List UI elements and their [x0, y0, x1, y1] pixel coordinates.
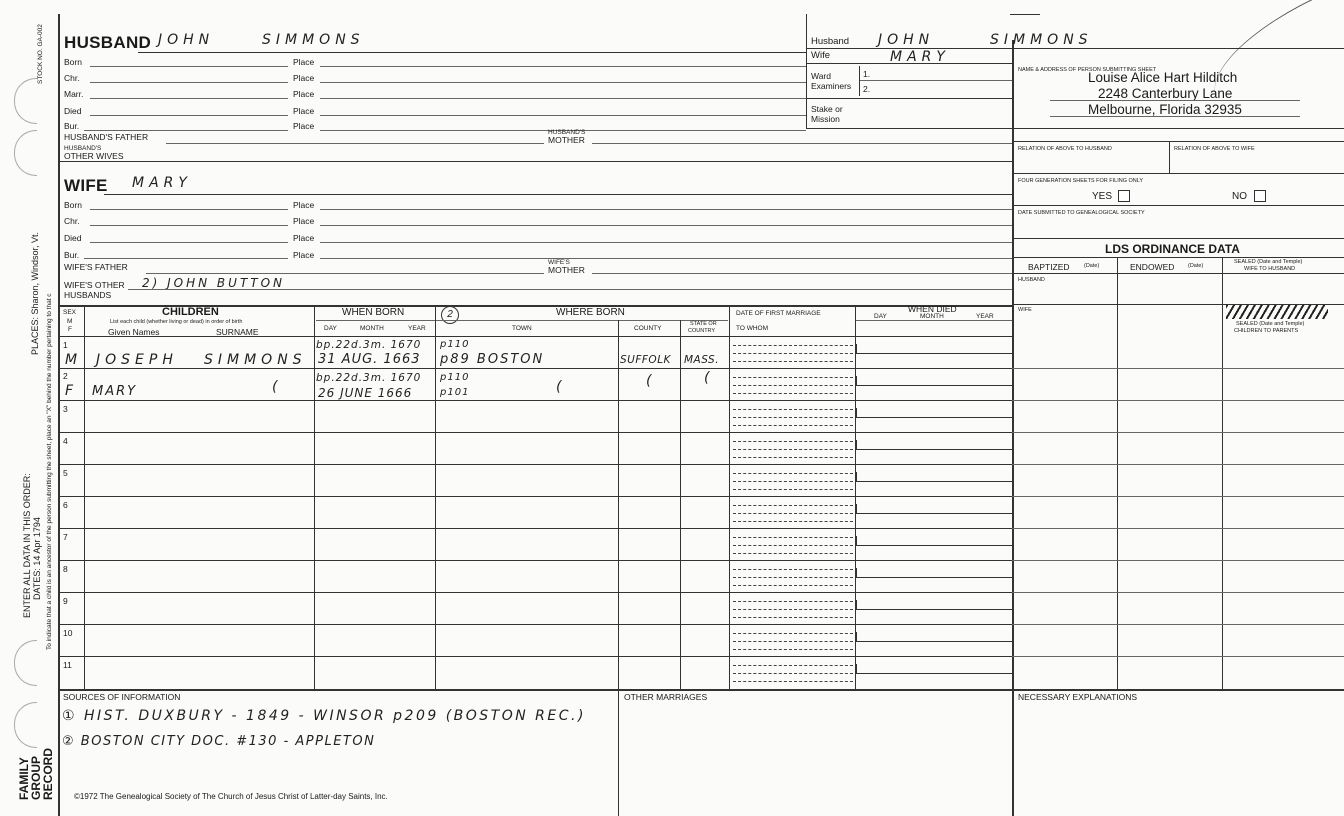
sealed-children-label-2: CHILDREN TO PARENTS	[1234, 328, 1299, 334]
marriage-dash-line	[733, 673, 853, 674]
child-row-separator	[58, 560, 1012, 561]
sources-label: SOURCES OF INFORMATION	[63, 692, 181, 702]
husband-marr-place-label: Place	[293, 89, 315, 99]
died-date-tick	[856, 408, 857, 417]
lds-row-separator	[1012, 560, 1344, 561]
child-row-separator	[58, 496, 1012, 497]
born-year-label: YEAR	[408, 325, 426, 332]
examiner-2: 2.	[863, 84, 871, 94]
wife-bur-place-line	[320, 258, 1012, 259]
no-label: NO	[1232, 191, 1247, 202]
state-label-1: STATE OR	[690, 321, 717, 327]
husband-died-label: Died	[64, 106, 82, 116]
wife-father-label: WIFE'S FATHER	[64, 262, 128, 272]
form-title-record: RECORD	[41, 747, 55, 800]
col-county	[618, 320, 619, 689]
died-month-label: MONTH	[920, 313, 944, 320]
sex-m-label: M	[67, 318, 73, 325]
wife-died-place-label: Place	[293, 233, 315, 243]
husband-bur-place-label: Place	[293, 121, 315, 131]
husband-born-label: Born	[64, 57, 82, 67]
husband-label: HUSBAND	[64, 33, 152, 52]
row-2-number: 2	[63, 371, 68, 381]
lds-row-separator	[1012, 368, 1344, 369]
row-2-surname: (	[272, 379, 283, 395]
header-wife-name: MARY	[890, 49, 950, 65]
marriage-dash-line	[733, 545, 853, 546]
children-header-bottom	[58, 336, 1012, 337]
endowed-label: ENDOWED	[1130, 262, 1175, 272]
husband-died-line	[90, 115, 288, 116]
header-husband-label: Husband	[811, 36, 850, 47]
given-names-label: Given Names	[108, 327, 160, 337]
row-3-number: 3	[63, 404, 68, 414]
marriage-dash-line	[733, 345, 853, 346]
lds-row-separator	[1012, 464, 1344, 465]
lds-wife-label: WIFE	[1018, 307, 1032, 313]
submitter-city: Melbourne, Florida 32935	[1088, 102, 1242, 117]
data-order-instruction: ENTER ALL DATA IN THIS ORDER:	[22, 473, 32, 618]
row-2-page-top: p110	[440, 372, 470, 383]
mission-label: Mission	[811, 114, 840, 124]
husband-bur-line	[84, 130, 288, 131]
other-marriages-label: OTHER MARRIAGES	[624, 692, 708, 702]
wife-born-line	[90, 209, 288, 210]
wife-chr-place-line	[320, 225, 1012, 226]
town-label: TOWN	[512, 325, 532, 332]
lds-row-separator	[1012, 400, 1344, 401]
child-row-separator	[58, 432, 1012, 433]
lds-row-separator	[1012, 624, 1344, 625]
lds-husband-label: HUSBAND	[1018, 277, 1045, 283]
died-date-tick	[856, 504, 857, 513]
wife-died-line	[90, 242, 288, 243]
relation-husband-label: RELATION OF ABOVE TO HUSBAND	[1018, 146, 1112, 152]
husband-born-line	[90, 66, 288, 67]
wife-other-husbands-line	[128, 289, 1012, 290]
relation-wife-label: RELATION OF ABOVE TO WIFE	[1174, 146, 1255, 152]
submitter-street: 2248 Canterbury Lane	[1098, 86, 1233, 101]
submitter-name: Louise Alice Hart Hilditch	[1088, 70, 1238, 85]
wife-chr-label: Chr.	[64, 216, 80, 226]
wife-born-place-line	[320, 209, 1012, 210]
row-1-county: SUFFOLK	[620, 354, 671, 366]
wife-other-husbands-label-2: HUSBANDS	[64, 290, 112, 300]
marriage-dash-line	[733, 385, 853, 386]
marriage-dash-line	[733, 569, 853, 570]
examiner-1: 1.	[863, 69, 871, 79]
header-husband-given: JOHN	[878, 32, 935, 48]
marriage-dash-line	[733, 361, 853, 362]
row-11-number: 11	[63, 660, 72, 670]
row-2-sex: F	[65, 383, 74, 399]
marriage-dash-line	[733, 553, 853, 554]
marriage-dash-line	[733, 513, 853, 514]
source-2: ② BOSTON CITY DOC. #130 - APPLETON	[62, 734, 376, 749]
marriage-dash-line	[733, 417, 853, 418]
died-date-tick	[856, 440, 857, 449]
husband-chr-place-label: Place	[293, 73, 315, 83]
when-born-label: WHEN BORN	[342, 307, 405, 318]
marriage-dash-line	[733, 473, 853, 474]
child-row-separator	[58, 656, 1012, 657]
col-when-born	[314, 305, 315, 689]
explanations-label: NECESSARY EXPLANATIONS	[1018, 692, 1138, 702]
marriage-dash-line	[733, 353, 853, 354]
surname-label: SURNAME	[216, 327, 259, 337]
child-row-separator	[58, 400, 1012, 401]
wife-name: MARY	[132, 175, 192, 191]
sealed-children-label-1: SEALED (Date and Temple)	[1236, 321, 1305, 327]
husband-given-name: JOHN	[158, 32, 215, 48]
died-date-tick	[856, 472, 857, 481]
wife-mother-line	[592, 273, 1012, 274]
header-husband-surname: SIMMONS	[990, 32, 1093, 48]
lds-title: LDS ORDINANCE DATA	[1105, 242, 1240, 256]
row-1-born: 31 AUG. 1663	[318, 352, 421, 367]
husband-chr-place-line	[320, 82, 806, 83]
row-8-number: 8	[63, 564, 68, 574]
marriage-dash-line	[733, 457, 853, 458]
col-marriage	[729, 305, 730, 689]
husband-surname: SIMMONS	[262, 32, 365, 48]
lds-title-bottom	[1012, 257, 1344, 258]
stake-label: Stake or	[811, 104, 843, 114]
copyright: ©1972 The Genealogical Society of The Church of Jesus Christ of Latter-day Saints, Inc.	[74, 792, 388, 801]
row-1-state: MASS.	[684, 354, 720, 366]
child-row-separator	[58, 624, 1012, 625]
died-date-line	[856, 609, 1012, 610]
lds-row-separator	[1012, 432, 1344, 433]
husband-marr-line	[90, 98, 288, 99]
husband-name-line	[138, 52, 806, 53]
wife-name-line	[104, 194, 1012, 195]
wife-other-husbands-label-1: WIFE'S OTHER	[64, 280, 125, 290]
husband-marr-place-line	[320, 98, 806, 99]
husband-mother-label-1: HUSBAND'S	[548, 129, 586, 136]
submitter-divider-1	[1012, 128, 1344, 129]
examiners-label: Examiners	[811, 81, 852, 91]
born-subheader-line	[316, 320, 728, 321]
footer-divider	[618, 689, 619, 816]
marriage-dash-line	[733, 449, 853, 450]
died-date-tick	[856, 376, 857, 385]
yes-checkbox[interactable]	[1118, 190, 1130, 202]
row-1-number: 1	[63, 340, 68, 350]
marriage-dash-line	[733, 633, 853, 634]
submitter-line-2	[1050, 116, 1300, 117]
died-date-line	[856, 513, 1012, 514]
wife-died-place-line	[320, 242, 1012, 243]
no-checkbox[interactable]	[1254, 190, 1266, 202]
row-1-baptism: bp.22d.3m. 1670	[316, 339, 422, 351]
wife-died-label: Died	[64, 233, 82, 243]
marriage-dash-line	[733, 393, 853, 394]
wife-bur-label: Bur.	[64, 250, 80, 260]
state-label-2: COUNTRY	[688, 328, 716, 334]
died-date-line	[856, 577, 1012, 578]
relation-divider	[1169, 141, 1170, 173]
lds-row-separator	[1012, 592, 1344, 593]
submitter-line-1	[1050, 100, 1300, 101]
source-1: ① HIST. DUXBURY - 1849 - WINSOR p209 (BOSTON REC.)	[62, 708, 586, 724]
husband-bur-label: Bur.	[64, 121, 80, 131]
four-gen-bottom	[1012, 205, 1344, 206]
husband-other-wives-label-2: OTHER WIVES	[64, 151, 124, 161]
died-date-tick	[856, 536, 857, 545]
husband-father-line	[166, 143, 544, 144]
sealed-wife-label-1: SEALED (Date and Temple)	[1234, 259, 1303, 265]
marriage-dash-line	[733, 649, 853, 650]
row-2-given: MARY	[92, 384, 138, 399]
marriage-dash-line	[733, 377, 853, 378]
marriage-dash-line	[733, 609, 853, 610]
county-label: COUNTY	[634, 325, 662, 332]
examiners-bottom	[806, 98, 1012, 99]
died-date-line	[856, 673, 1012, 674]
wife-father-line	[146, 273, 544, 274]
wife-other-husbands-value: 2) JOHN BUTTON	[142, 276, 286, 290]
lds-row-separator	[1012, 656, 1344, 657]
row-2-county: (	[646, 373, 657, 389]
child-row-separator	[58, 464, 1012, 465]
form-title-group: GROUP	[29, 755, 43, 800]
when-died-label: WHEN DIED	[908, 304, 957, 314]
marriage-dash-line	[733, 577, 853, 578]
died-date-tick	[856, 664, 857, 673]
row-2-town-ditto: (	[556, 379, 567, 395]
examiners-divider	[859, 66, 860, 96]
marriage-dash-line	[733, 585, 853, 586]
marriage-dash-line	[733, 665, 853, 666]
lds-row-separator	[1012, 496, 1344, 497]
ward-label: Ward	[811, 71, 831, 81]
wife-born-place-label: Place	[293, 200, 315, 210]
sealed-wife-label-2: WIFE TO HUSBAND	[1244, 266, 1296, 272]
stake-bottom	[806, 128, 1012, 129]
row-7-number: 7	[63, 532, 68, 542]
baptized-date-label: (Date)	[1084, 263, 1100, 269]
marriage-dash-line	[733, 505, 853, 506]
wife-bur-line	[84, 258, 288, 259]
husband-born-place-line	[320, 66, 806, 67]
wife-bur-place-label: Place	[293, 250, 315, 260]
died-date-tick	[856, 600, 857, 609]
died-day-label: DAY	[874, 313, 887, 320]
frame-right-panel-border	[1012, 40, 1014, 816]
died-date-line	[856, 353, 1012, 354]
four-gen-label: FOUR GENERATION SHEETS FOR FILING ONLY	[1018, 178, 1144, 184]
frame-divider	[806, 14, 807, 128]
row-4-number: 4	[63, 436, 68, 446]
husband-died-place-label: Place	[293, 106, 315, 116]
marriage-dash-line	[733, 617, 853, 618]
child-row-separator	[58, 368, 1012, 369]
row-10-number: 10	[63, 628, 73, 638]
punch-hole	[14, 640, 37, 686]
row-1-given: JOSEPH	[96, 352, 178, 368]
row-5-number: 5	[63, 468, 68, 478]
born-month-label: MONTH	[360, 325, 384, 332]
baptized-label: BAPTIZED	[1028, 262, 1070, 272]
husband-other-wives-label-1: HUSBAND'S	[64, 145, 102, 152]
frame-left-border	[58, 14, 60, 816]
header-wife-label: Wife	[811, 50, 830, 61]
husband-born-place-label: Place	[293, 57, 315, 67]
lds-header-bottom	[1012, 273, 1344, 274]
form-title-family: FAMILY	[17, 757, 31, 800]
row-1-sex: M	[65, 352, 78, 368]
marriage-dash-line	[733, 601, 853, 602]
wife-mother-label-2: MOTHER	[548, 265, 585, 275]
stock-number: STOCK NO. GA-002	[37, 24, 44, 84]
punch-hole	[14, 702, 37, 748]
to-whom-label: TO WHOM	[736, 325, 769, 332]
children-table-bottom	[58, 689, 1344, 691]
husband-mother-line	[592, 143, 1012, 144]
wife-born-label: Born	[64, 200, 82, 210]
died-date-tick	[856, 632, 857, 641]
row-2-born: 26 JUNE 1666	[318, 386, 413, 400]
died-date-line	[856, 417, 1012, 418]
husband-marr-label: Marr.	[64, 89, 84, 99]
sex-label: SEX	[63, 309, 77, 316]
row-1-page-top: p110	[440, 339, 470, 350]
header-husband-line	[806, 48, 1344, 49]
col-state	[680, 320, 681, 689]
row-1-town: p89 BOSTON	[440, 352, 545, 367]
submitter-divider-2	[1012, 141, 1344, 142]
child-row-separator	[58, 528, 1012, 529]
died-subheader-line	[856, 320, 1012, 321]
lds-row-separator	[1012, 528, 1344, 529]
died-date-tick	[856, 568, 857, 577]
frame-top-mark	[1010, 14, 1040, 15]
wife-label: WIFE	[64, 176, 108, 195]
marriage-dash-line	[733, 409, 853, 410]
children-note: List each child (whether living or dead) in order of birth	[110, 319, 243, 325]
punch-hole	[14, 78, 37, 124]
marriage-dash-line	[733, 425, 853, 426]
row-6-number: 6	[63, 500, 68, 510]
sealed-hatch	[1226, 305, 1328, 319]
wife-chr-place-label: Place	[293, 216, 315, 226]
marriage-dash-line	[733, 481, 853, 482]
ancestor-instruction: To indicate that a child is an ancestor of the person submitting the sheet, place an "X" behind the number pertaining to that c	[46, 293, 53, 650]
husband-mother-label-2: MOTHER	[548, 135, 585, 145]
punch-hole	[14, 130, 37, 176]
where-born-label: WHERE BORN	[556, 307, 625, 318]
children-label: CHILDREN	[162, 306, 219, 318]
marriage-dash-line	[733, 681, 853, 682]
marriage-dash-line	[733, 537, 853, 538]
died-date-line	[856, 385, 1012, 386]
date-submitted-label: DATE SUBMITTED TO GENEALOGICAL SOCIETY	[1018, 210, 1145, 216]
husband-section-bottom	[58, 161, 1012, 162]
dates-instruction: DATES: 14 Apr 1794	[32, 517, 42, 600]
died-date-line	[856, 545, 1012, 546]
examiner-1-line	[860, 80, 1012, 81]
wife-mother-label-1: WIFE'S	[548, 259, 570, 266]
lds-husband-bottom	[1012, 304, 1344, 305]
husband-chr-label: Chr.	[64, 73, 80, 83]
died-year-label: YEAR	[976, 313, 994, 320]
born-day-label: DAY	[324, 325, 337, 332]
endowed-date-label: (Date)	[1188, 263, 1204, 269]
died-date-tick	[856, 344, 857, 353]
marriage-dash-line	[733, 441, 853, 442]
submitter-label: NAME & ADDRESS OF PERSON SUBMITTING SHEET	[1018, 67, 1157, 73]
first-marriage-label: DATE OF FIRST MARRIAGE	[736, 310, 821, 317]
col-town	[435, 305, 436, 689]
row-2-state: (	[704, 370, 715, 386]
row-1-surname: SIMMONS	[204, 352, 307, 368]
husband-chr-line	[90, 82, 288, 83]
marriage-dash-line	[733, 521, 853, 522]
sex-f-label: F	[68, 326, 72, 333]
row-9-number: 9	[63, 596, 68, 606]
relation-bottom	[1012, 173, 1344, 174]
husband-died-place-line	[320, 115, 806, 116]
row-2-baptism: bp.22d.3m. 1670	[316, 372, 422, 384]
wife-chr-line	[90, 225, 288, 226]
date-submitted-bottom	[1012, 238, 1344, 239]
yes-label: YES	[1092, 191, 1113, 202]
col-sex	[84, 305, 85, 689]
husband-father-label: HUSBAND'S FATHER	[64, 132, 149, 142]
header-wife-line	[806, 63, 1012, 64]
died-date-line	[856, 481, 1012, 482]
marriage-dash-line	[733, 641, 853, 642]
source-mark-circle: 2	[441, 306, 459, 324]
died-date-line	[856, 641, 1012, 642]
marriage-dash-line	[733, 489, 853, 490]
row-2-town: p101	[440, 387, 470, 398]
died-date-line	[856, 449, 1012, 450]
child-row-separator	[58, 592, 1012, 593]
places-instruction: PLACES: Sharon, Windsor, Vt.	[30, 231, 40, 355]
